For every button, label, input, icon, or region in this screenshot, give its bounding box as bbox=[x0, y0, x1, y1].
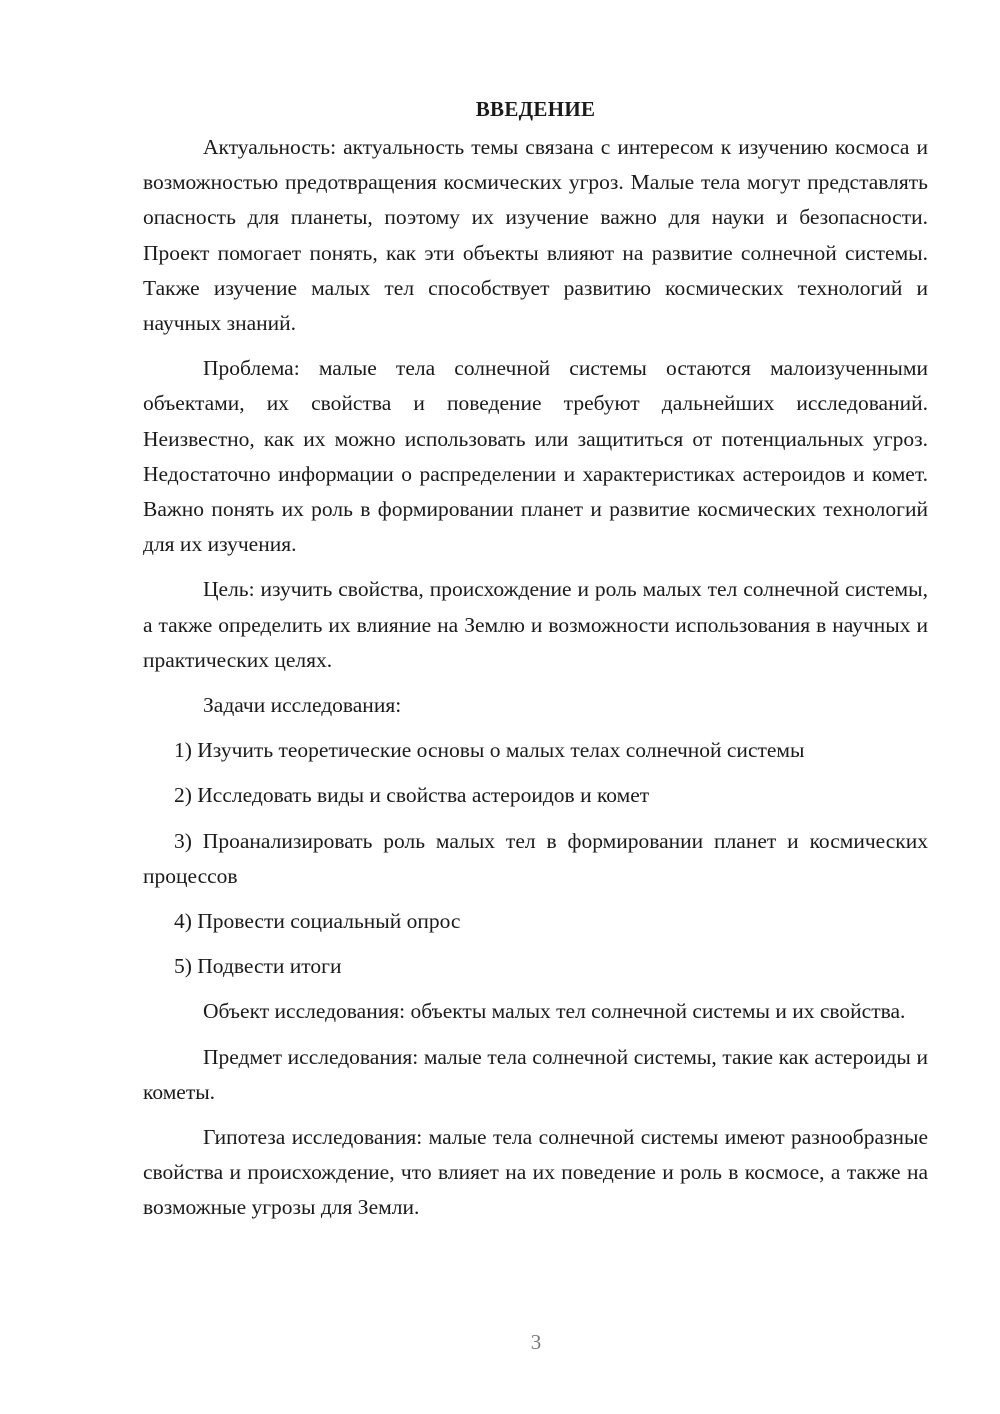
task-item: 1) Изучить теоретические основы о малых телах солнечной системы bbox=[174, 738, 805, 763]
page-number: 3 bbox=[530, 1330, 542, 1354]
task-item: 2) Исследовать виды и свойства астероидов и комет bbox=[174, 783, 650, 808]
paragraph-goal: Цель: изучить свойства, происхождение и роль малых тел солнечной системы, а также определить их влияние на Землю и возможности использования в научных и практических целях. bbox=[143, 577, 928, 672]
document-page bbox=[143, 92, 928, 1236]
paragraph-problem: Проблема: малые тела солнечной системы остаются малоизученными объектами, их свойства и поведение требуют дальнейших исследований. Неизвестно, как их можно использовать или защититься от потенциальных угроз. Недостаточно информации о распределении и характеристиках астероидов и комет. Важно понять их роль в формировании планет и развитие космических технологий для их изучения. bbox=[143, 356, 928, 557]
task-item: 3) Проанализировать роль малых тел в формировании планет и космических процессов bbox=[143, 828, 928, 888]
task-item: 5) Подвести итоги bbox=[174, 954, 342, 979]
section-title: ВВЕДЕНИЕ bbox=[475, 97, 596, 121]
paragraph-hypothesis: Гипотеза исследования: малые тела солнечной системы имеют разнообразные свойства и происхождение, что влияет на их поведение и роль в космосе, а также на возможные угрозы для Земли. bbox=[143, 1125, 928, 1220]
paragraph-object: Объект исследования: объекты малых тел солнечной системы и их свойства. bbox=[203, 999, 906, 1024]
paragraph-relevance: Актуальность: актуальность темы связана с интересом к изучению космоса и возможностью предотвращения космических угроз. Малые тела могут представлять опасность для планеты, поэтому их изучение важно для науки и безопасности. Проект помогает понять, как эти объекты влияют на развитие солнечной системы. Также изучение малых тел способствует развитию космических технологий и научных знаний. bbox=[143, 135, 928, 336]
tasks-heading: Задачи исследования: bbox=[203, 693, 402, 718]
task-item: 4) Провести социальный опрос bbox=[174, 909, 461, 934]
paragraph-subject: Предмет исследования: малые тела солнечной системы, такие как астероиды и кометы. bbox=[143, 1044, 928, 1104]
